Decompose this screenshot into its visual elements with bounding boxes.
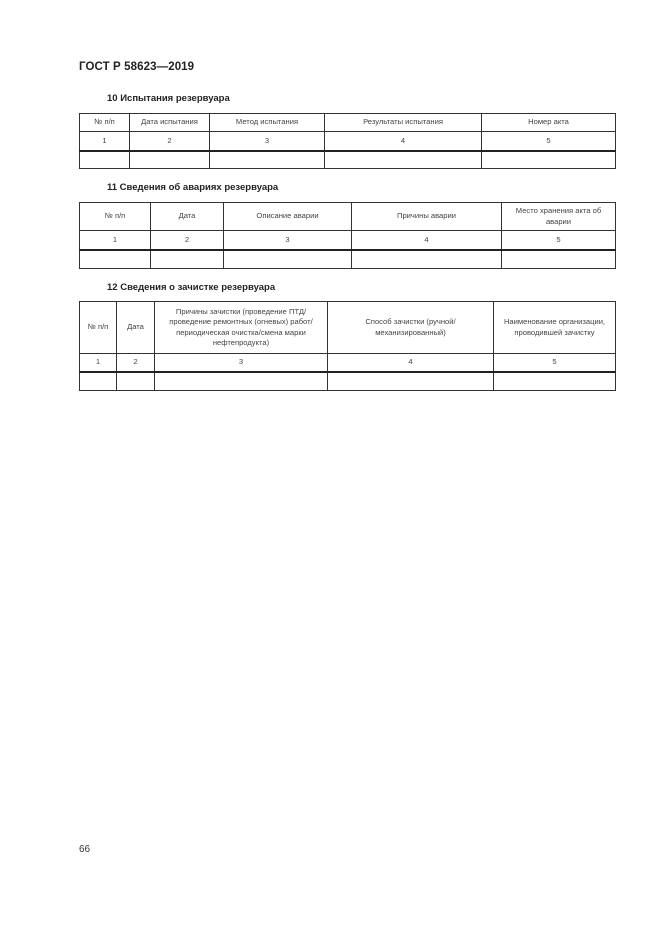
column-number: 4 xyxy=(325,132,482,151)
table-cell[interactable] xyxy=(325,151,482,169)
table-cell[interactable] xyxy=(494,372,616,391)
column-number: 1 xyxy=(80,231,151,250)
column-number: 1 xyxy=(80,354,117,372)
column-number-row xyxy=(80,354,616,372)
column-header: Причины аварии xyxy=(352,203,502,231)
column-number: 3 xyxy=(224,231,352,250)
column-number: 2 xyxy=(130,132,210,151)
table-cell[interactable] xyxy=(80,151,130,169)
table-cell[interactable] xyxy=(151,250,224,269)
column-number: 2 xyxy=(151,231,224,250)
column-header: Способ зачистки (ручной/ механизированный) xyxy=(328,302,494,354)
column-number: 1 xyxy=(80,132,130,151)
table-cell[interactable] xyxy=(328,372,494,391)
table-cell[interactable] xyxy=(80,372,117,391)
column-number: 3 xyxy=(210,132,325,151)
table-cell[interactable] xyxy=(210,151,325,169)
table-cell[interactable] xyxy=(482,151,616,169)
document-header: ГОСТ Р 58623—2019 xyxy=(79,61,195,73)
table-header-row xyxy=(80,203,616,231)
table-cell[interactable] xyxy=(502,250,616,269)
column-number-row xyxy=(80,231,616,250)
column-header: Метод испытания xyxy=(210,114,325,132)
column-header: № п/п xyxy=(80,203,151,231)
column-number-row xyxy=(80,132,616,151)
column-number: 3 xyxy=(155,354,328,372)
column-header: № п/п xyxy=(80,302,117,354)
section-12-title: 12 Сведения о зачистке резервуара xyxy=(107,282,276,293)
column-header: Место хранения акта об аварии xyxy=(502,203,616,231)
table-cell[interactable] xyxy=(130,151,210,169)
table-cell[interactable] xyxy=(352,250,502,269)
column-number: 2 xyxy=(117,354,155,372)
table-header-row xyxy=(80,114,616,132)
table-cell[interactable] xyxy=(117,372,155,391)
column-header: Наименование организации, проводившей зачистку xyxy=(494,302,616,354)
column-number: 5 xyxy=(502,231,616,250)
tests-table xyxy=(79,113,616,169)
section-11-title: 11 Сведения об авариях резервуара xyxy=(107,182,279,193)
column-number: 4 xyxy=(352,231,502,250)
table-cell[interactable] xyxy=(155,372,328,391)
table-header-row xyxy=(80,302,616,354)
column-header: Дата xyxy=(151,203,224,231)
section-10-title: 10 Испытания резервуара xyxy=(107,93,230,104)
table-row xyxy=(80,372,616,391)
column-number: 4 xyxy=(328,354,494,372)
column-header: № п/п xyxy=(80,114,130,132)
page-number: 66 xyxy=(79,844,91,855)
table-cell[interactable] xyxy=(224,250,352,269)
column-number: 5 xyxy=(494,354,616,372)
table-row xyxy=(80,250,616,269)
column-header: Результаты испытания xyxy=(325,114,482,132)
column-number: 5 xyxy=(482,132,616,151)
accidents-table xyxy=(79,202,616,269)
column-header: Номер акта xyxy=(482,114,616,132)
column-header: Описание аварии xyxy=(224,203,352,231)
cleaning-table xyxy=(79,301,616,391)
table-row xyxy=(80,151,616,169)
column-header: Причины зачистки (проведение ПТД/ проведение ремонтных (огневых) работ/ периодическая очистка/смена марки нефтепродукта) xyxy=(155,302,328,354)
column-header: Дата xyxy=(117,302,155,354)
column-header: Дата испытания xyxy=(130,114,210,132)
table-cell[interactable] xyxy=(80,250,151,269)
